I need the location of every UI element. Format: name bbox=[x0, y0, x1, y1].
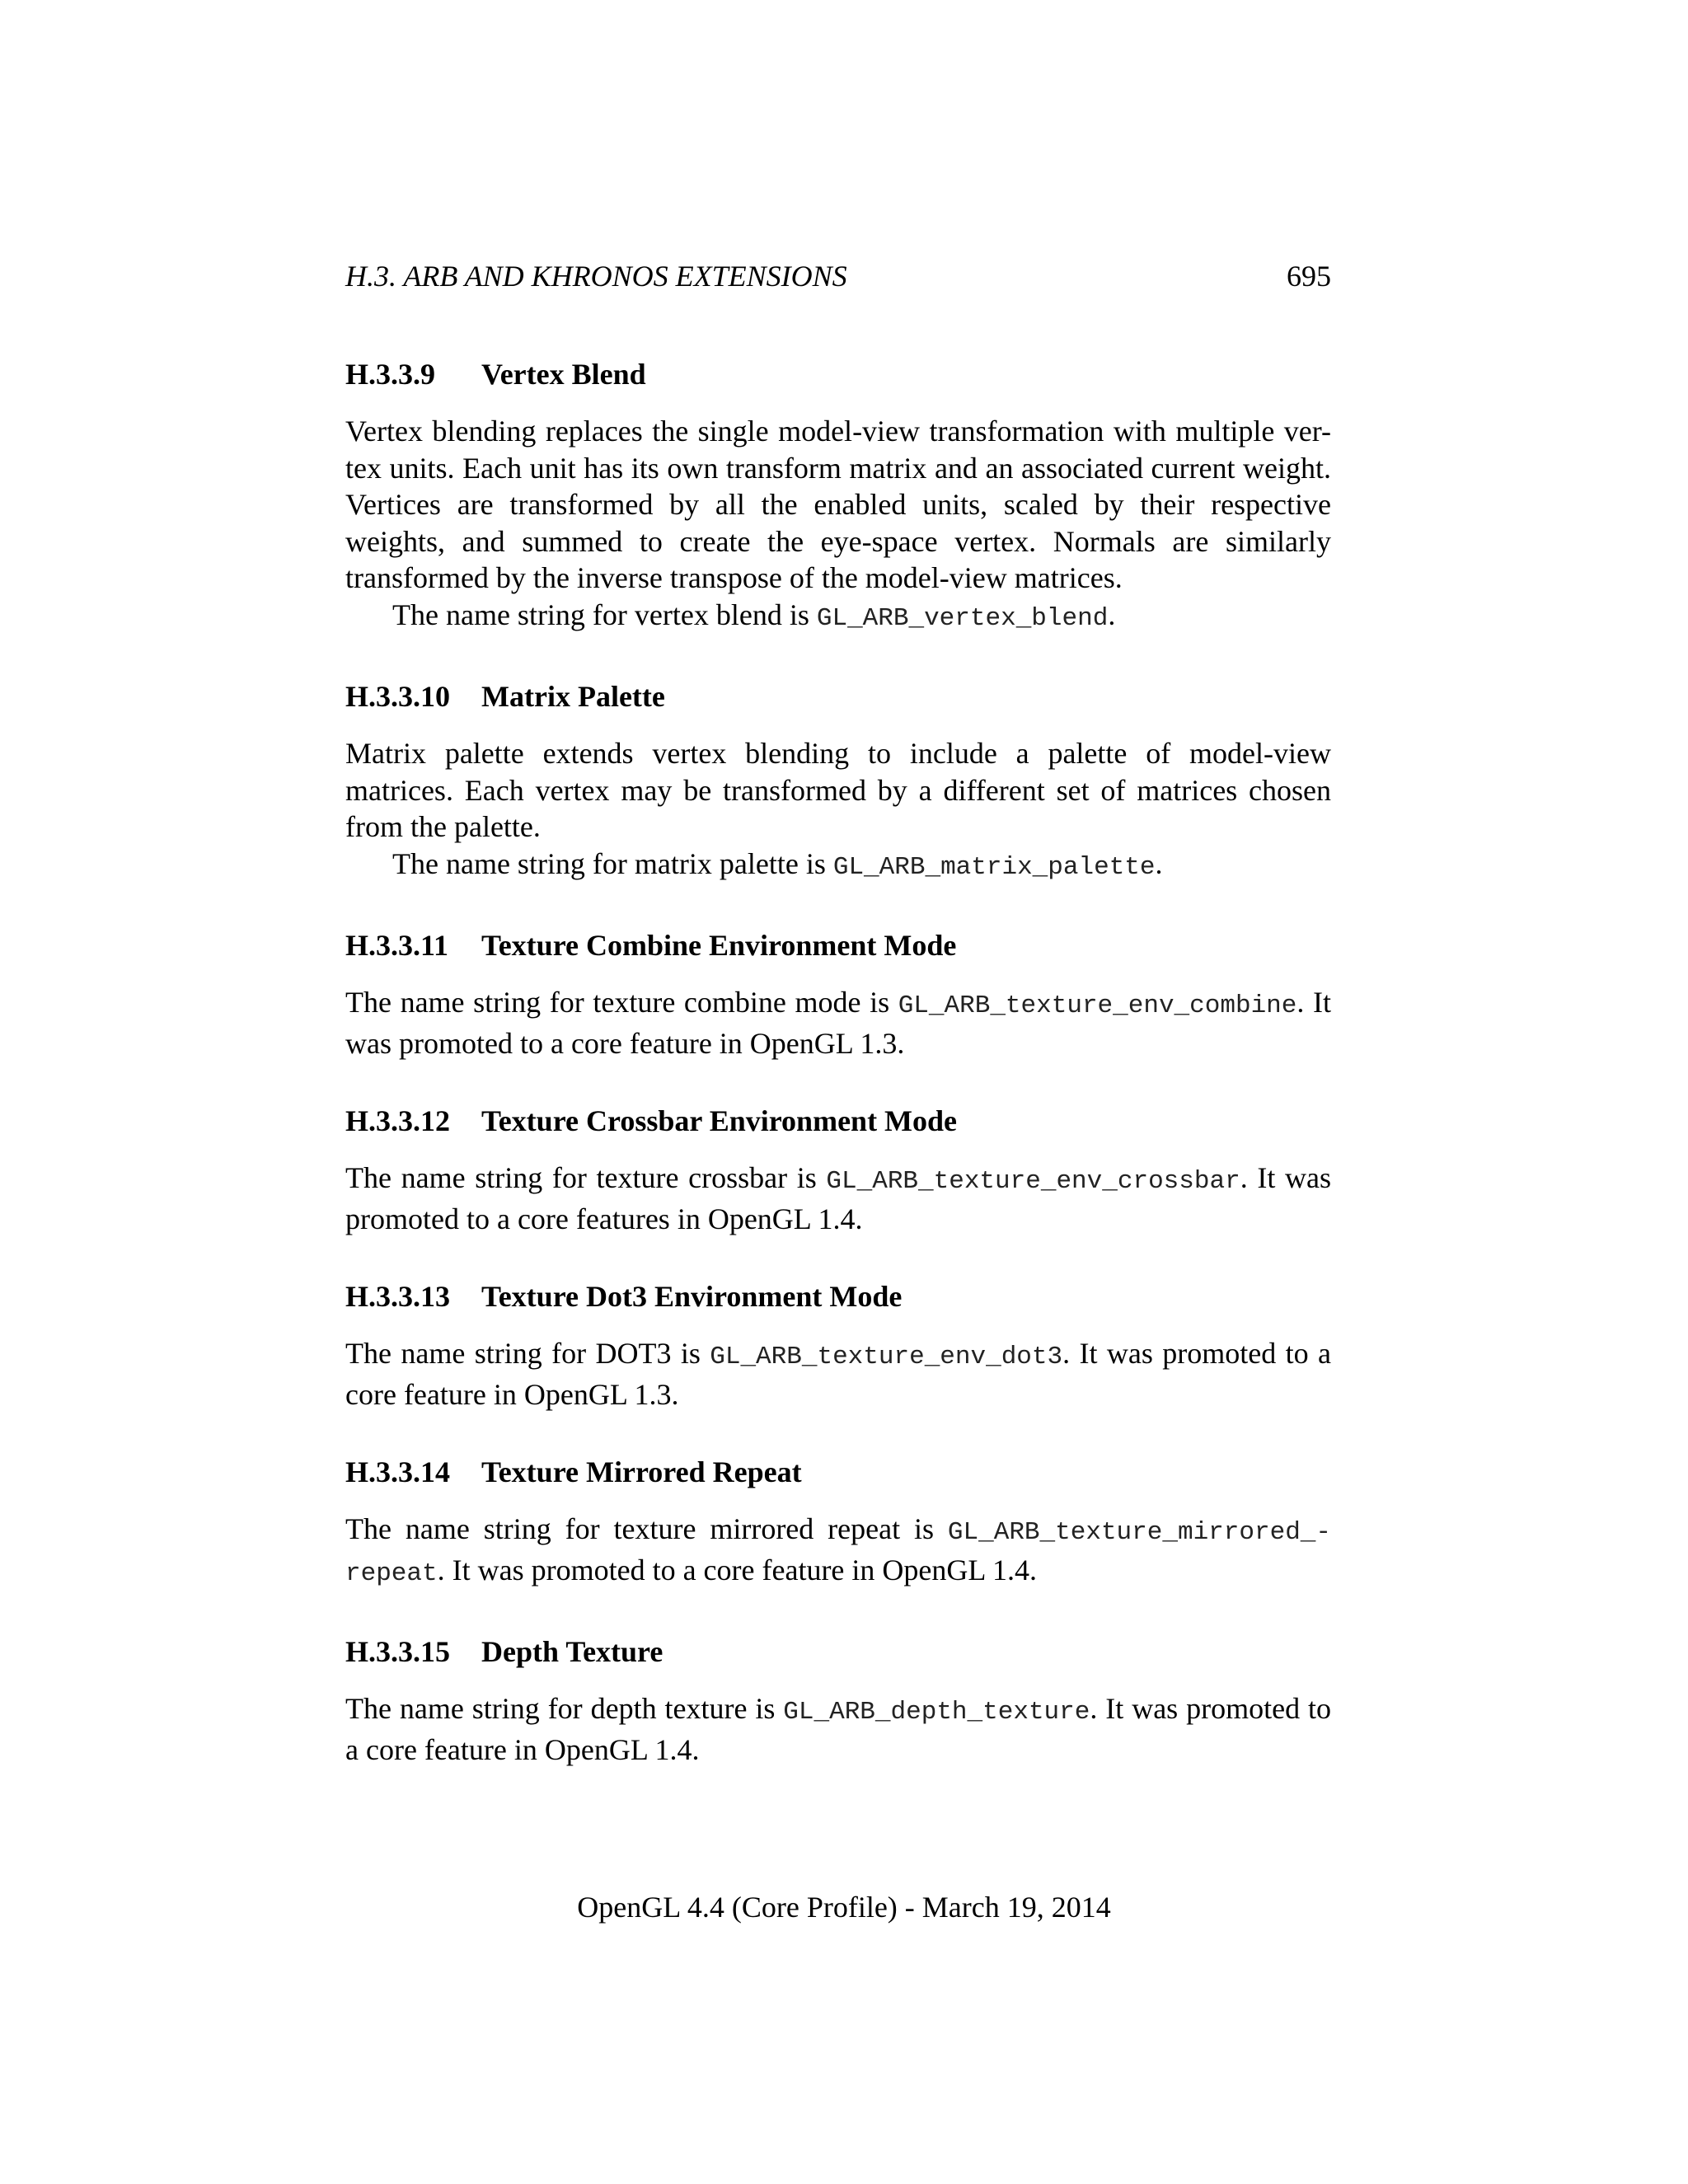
section-matrix-palette bbox=[345, 678, 1331, 886]
paragraph: The name string for depth texture is GL_ARB_depth_texture. It was promoted to a core feature in OpenGL 1.4. bbox=[345, 1692, 1331, 1766]
section-title: Vertex Blend bbox=[481, 358, 646, 391]
section-texture-dot3 bbox=[345, 1278, 1331, 1413]
section-texture-mirrored-repeat bbox=[345, 1454, 1331, 1592]
paragraph: The name string for matrix palette is GL_ARB_matrix_palette. bbox=[392, 846, 1163, 882]
extension-name: GL_ARB_depth_texture bbox=[783, 1698, 1090, 1727]
page-body bbox=[345, 356, 1331, 1809]
extension-name: GL_ARB_matrix_palette bbox=[832, 852, 1156, 882]
running-head bbox=[345, 258, 1331, 294]
extension-name: GL_ARB_texture_env_combine bbox=[898, 991, 1297, 1020]
page-footer: OpenGL 4.4 (Core Profile) - March 19, 2014 bbox=[577, 1891, 1111, 1924]
section-heading bbox=[345, 1103, 1331, 1139]
section-number: H.3.3.13 bbox=[345, 1280, 451, 1313]
section-number: H.3.3.12 bbox=[345, 1104, 451, 1137]
paragraph: The name string for vertex blend is GL_ARB_vertex_blend. bbox=[392, 598, 1116, 633]
paragraph: The name string for texture crossbar is GL_ARB_texture_env_crossbar. It was promoted to a core features in OpenGL 1.4. bbox=[345, 1161, 1331, 1235]
paragraph: The name string for DOT3 is GL_ARB_texture_env_dot3. It was promoted to a core feature in OpenGL 1.3. bbox=[345, 1337, 1331, 1411]
paragraph: Vertex blending replaces the single model-view transformation with multiple ver-tex units. Each unit has its own transform matrix and an associated current weight. Vertices are transformed by all the enabled units, scaled by their respective weights, and summed to create the eye-space vertex. Normals are similarly transformed by the inverse transpose of the model-view matrices. bbox=[345, 415, 1331, 594]
section-title: Matrix Palette bbox=[481, 680, 665, 713]
running-head-title: H.3. ARB AND KHRONOS EXTENSIONS bbox=[345, 260, 847, 293]
section-heading bbox=[345, 1278, 1331, 1315]
section-title: Texture Combine Environment Mode bbox=[481, 929, 957, 962]
section-heading bbox=[345, 927, 1331, 963]
extension-name: GL_ARB_texture_env_dot3 bbox=[710, 1343, 1063, 1371]
paragraph: The name string for texture combine mode is GL_ARB_texture_env_combine. It was promoted to a core feature in OpenGL 1.3. bbox=[345, 986, 1331, 1060]
section-texture-crossbar bbox=[345, 1103, 1331, 1237]
section-vertex-blend bbox=[345, 356, 1331, 637]
section-number: H.3.3.14 bbox=[345, 1455, 451, 1488]
extension-name: GL_ARB_vertex_blend bbox=[816, 603, 1109, 633]
section-number: H.3.3.9 bbox=[345, 358, 436, 391]
section-number: H.3.3.11 bbox=[345, 929, 449, 962]
section-heading bbox=[345, 1454, 1331, 1490]
section-number: H.3.3.10 bbox=[345, 680, 451, 713]
section-title: Depth Texture bbox=[481, 1635, 663, 1668]
paragraph: The name string for texture mirrored repeat is GL_ARB_texture_mirrored_-repeat. It was promoted to a core feature in OpenGL 1.4. bbox=[345, 1512, 1331, 1588]
extension-name: GL_ARB_texture_mirrored_-repeat bbox=[345, 1518, 1331, 1588]
section-heading bbox=[345, 678, 1331, 715]
section-number: H.3.3.15 bbox=[345, 1635, 451, 1668]
section-title: Texture Crossbar Environment Mode bbox=[481, 1104, 958, 1137]
paragraph: Matrix palette extends vertex blending to include a palette of model-view matrices. Each vertex may be transformed by a different set of matrices chosen from the palette. bbox=[345, 737, 1331, 843]
section-texture-combine bbox=[345, 927, 1331, 1062]
section-heading bbox=[345, 1633, 1331, 1670]
section-heading bbox=[345, 356, 1331, 392]
page-number: 695 bbox=[1287, 260, 1331, 293]
section-title: Texture Dot3 Environment Mode bbox=[481, 1280, 903, 1313]
extension-name: GL_ARB_texture_env_crossbar bbox=[826, 1167, 1240, 1196]
section-depth-texture bbox=[345, 1633, 1331, 1768]
section-title: Texture Mirrored Repeat bbox=[481, 1455, 802, 1488]
